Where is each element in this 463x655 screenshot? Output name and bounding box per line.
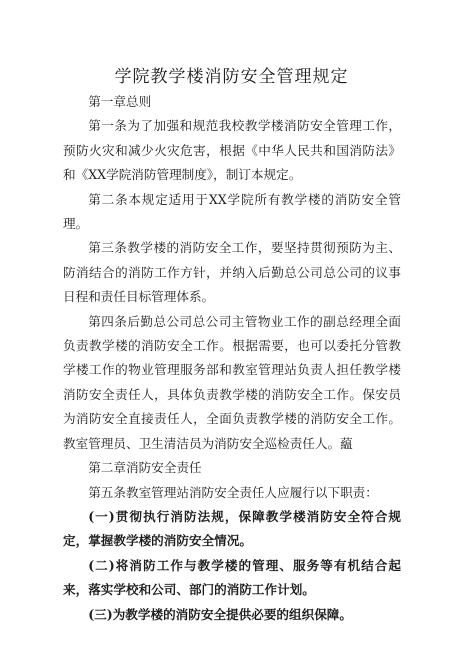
paragraph-article-1: 第一条为了加强和规范我校教学楼消防安全管理工作，预防火灾和减少火灾危害，根据《中华人民共和国消防法》和《XX学院消防管理制度》，制订本规定。 xyxy=(63,118,401,183)
paragraph-item-1: (一)贯彻执行消防法规，保障教学楼消防安全符合规定，掌握教学楼的消防安全情况。 xyxy=(63,508,401,549)
paragraph-chapter-1: 第一章总则 xyxy=(88,94,152,109)
paragraph-chapter-2: 第二章消防安全责任 xyxy=(88,460,202,476)
paragraph-item-3: (三)为教学楼的消防安全提供必要的组织保障。 xyxy=(88,606,352,622)
paragraph-item-2: (二)将消防工作与教学楼的管理、服务等有机结合起来，落实学校和公司、部门的消防工作计划。 xyxy=(63,557,401,598)
document-body xyxy=(63,90,401,627)
paragraph-article-2: 第二条本规定适用于XX学院所有教学楼的消防安全管理。 xyxy=(63,191,401,232)
paragraph-article-5: 第五条教室管理站消防安全责任人应履行以下职责： xyxy=(88,484,378,500)
paragraph-article-3: 第三条教学楼的消防安全工作，要坚持贯彻预防为主、防消结合的消防工作方针，并纳入后勤总公司总公司的议事日程和责任目标管理体系。 xyxy=(63,240,401,305)
paragraph-article-4: 第四条后勤总公司总公司主管物业工作的副总经理全面负责教学楼的消防安全工作。根据需要，也可以委托分管教学楼工作的物业管理服务部和教室管理站负责人担任教学楼消防安全责任人，具体负责教学楼的消防安全工作。保安员为消防安全直接责任人，全面负责教学楼的消防安全工作。教室管理员、卫生清洁员为消防安全巡检责任人。藴 xyxy=(63,313,401,451)
document-title: 学院教学楼消防安全管理规定 xyxy=(114,67,349,87)
